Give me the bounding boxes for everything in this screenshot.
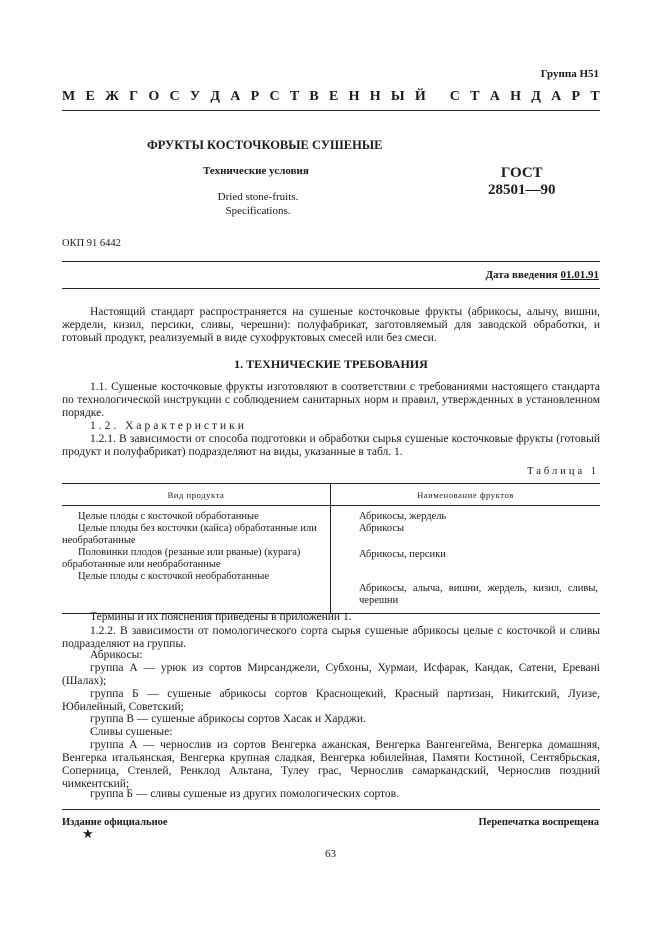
banner-letter: Е	[85, 89, 95, 104]
banner-letter: В	[309, 89, 319, 104]
plum-group-b: группа Б — сливы сушеные из других помологических сортов.	[90, 788, 399, 800]
official-edition-note: Издание официальное	[62, 817, 168, 828]
introduction-date	[485, 269, 599, 281]
banner-letter: Р	[571, 89, 581, 104]
table-cell-product: Целые плоды с косточкой обработанные	[62, 506, 331, 524]
paragraph-1-2: 1.2. Характеристики	[90, 420, 247, 432]
table-row	[62, 547, 600, 571]
table-header-fruits: Наименование фруктов	[331, 484, 601, 506]
group-code: Группа Н51	[540, 68, 599, 80]
date-value: 01.01.91	[560, 269, 599, 281]
banner-letter: Г	[129, 89, 139, 104]
table-cell-fruits: Абрикосы, персики	[359, 549, 446, 560]
paragraph-1-2-2: 1.2.2. В зависимости от помологического сорта сырья сушеные абрикосы целые с косточкой и сливы подразделяют на группы.	[62, 625, 600, 650]
banner-letter: О	[148, 89, 160, 104]
banner-letter: Р	[250, 89, 260, 104]
apricot-group-v: группа В — сушеные абрикосы сортов Хасак и Харджи.	[90, 713, 366, 725]
table-cell-fruits: Абрикосы, алыча, вишни, жердель, кизил, сливы, черешни	[331, 571, 601, 614]
paragraph-1-1: 1.1. Сушеные косточковые фрукты изготовляют в соответствии с требованиями настоящего стандарта по технологической инструкции с соблюдением санитарных норм и правил, утвержденных в установленном порядке.	[62, 381, 600, 419]
banner-letter: А	[551, 89, 562, 104]
banner-letter: Н	[369, 89, 381, 104]
banner-letter: Н	[510, 89, 522, 104]
document-title: ФРУКТЫ КОСТОЧКОВЫЕ СУШЕНЫЕ	[147, 138, 383, 152]
banner-gap	[436, 89, 440, 105]
okp-code: ОКП 91 6442	[62, 238, 121, 249]
table-header-product: Вид продукта	[62, 484, 331, 506]
page-number: 63	[325, 848, 336, 860]
table-cell-product: Половинки плодов (резаные или рваные) (курага) обработанные или необработанные	[62, 547, 331, 571]
section-heading: 1. ТЕХНИЧЕСКИЕ ТРЕБОВАНИЯ	[234, 357, 428, 371]
banner-letter: Т	[289, 89, 300, 104]
apricots-heading: Абрикосы:	[90, 649, 143, 661]
apricot-group-b: группа Б — сушеные абрикосы сортов Краснощекий, Красный партизан, Никитский, Луизе, Юбилейный, Советский;	[62, 688, 600, 713]
banner-letter: С	[449, 89, 460, 104]
banner-letter: Д	[531, 89, 541, 104]
document-subtitle: Технические условия	[203, 165, 309, 177]
english-title	[212, 190, 304, 218]
products-table	[62, 483, 600, 614]
banner-letter: Т	[470, 89, 480, 104]
table-caption: Таблица 1	[527, 466, 599, 477]
intro-paragraph: Настоящий стандарт распространяется на сушеные косточковые фрукты (абрикосы, алычу, вишни, жердели, кизил, персики, сливы, черешни): полуфабрикат, заготовляемый для заводской обработки, и готовый продукт, реализуемый в виде сухофруктовых смесей или без смеси.	[62, 306, 600, 344]
table-cell-fruits: Абрикосы, жердель	[359, 511, 447, 522]
banner-letter: Й	[414, 89, 426, 104]
english-title-line1: Dried stone-fruits.	[217, 191, 299, 203]
banner-letter: Ы	[390, 89, 405, 104]
standard-banner	[62, 89, 600, 105]
plums-heading: Сливы сушеные:	[90, 726, 173, 738]
banner-letter: С	[269, 89, 280, 104]
reprint-prohibited-note: Перепечатка воспрещена	[478, 817, 599, 828]
banner-letter: Т	[590, 89, 600, 104]
table-row	[62, 571, 600, 614]
gost-number: 28501—90	[488, 182, 556, 198]
apricot-group-a: группа А — урюк из сортов Мирсанджели, Субхоны, Хурмаи, Исфарак, Кандак, Сатени, Ереванi (Шалах);	[62, 662, 600, 687]
banner-letter: Н	[348, 89, 360, 104]
table-cell-product: Целые плоды без косточки (кайса) обработанные или необработанные	[62, 523, 331, 547]
banner-letter: Ж	[105, 89, 119, 104]
date-label: Дата введения	[485, 269, 561, 281]
banner-letter: М	[62, 89, 76, 104]
banner-letter: А	[489, 89, 500, 104]
table-cell-product: Целые плоды с косточкой необработанные	[62, 571, 331, 614]
terms-note: Термины и их пояснения приведены в приложении 1.	[90, 611, 352, 623]
gost-label: ГОСТ	[500, 165, 543, 181]
footer-rule	[62, 809, 600, 810]
banner-letter: С	[169, 89, 180, 104]
banner-letter: Е	[329, 89, 339, 104]
star-icon: ★	[82, 826, 94, 841]
banner-letter: У	[189, 89, 201, 104]
date-rule	[62, 288, 600, 289]
table-row	[62, 523, 600, 547]
okp-rule	[62, 261, 600, 262]
paragraph-1-2-1: 1.2.1. В зависимости от способа подготовки и обработки сырья сушеные косточковые фрукты (готовый продукт и полуфабрикат) подразделяют на виды, указанные в табл. 1.	[62, 433, 600, 458]
gost-block	[488, 165, 556, 199]
table-row	[62, 506, 600, 524]
banner-letter: А	[230, 89, 241, 104]
banner-letter: Д	[210, 89, 221, 104]
header-rule	[62, 110, 600, 111]
english-title-line2: Specifications.	[225, 205, 291, 217]
plum-group-a: группа А — чернослив из сортов Венгерка ажанская, Венгерка Вангенгейма, Венгерка домашняя, Венгерка итальянская, Венгерка крупная сладкая, Венгерка юбилейная, Памяти Костиной, Сентябрьская, Соперница, Стенлей, Ренклод Альтана, Тулеу грас, Чернослив самаркандский, Чернослив поздний чимкентский;	[62, 739, 600, 790]
table-cell-fruits: Абрикосы	[359, 523, 405, 534]
